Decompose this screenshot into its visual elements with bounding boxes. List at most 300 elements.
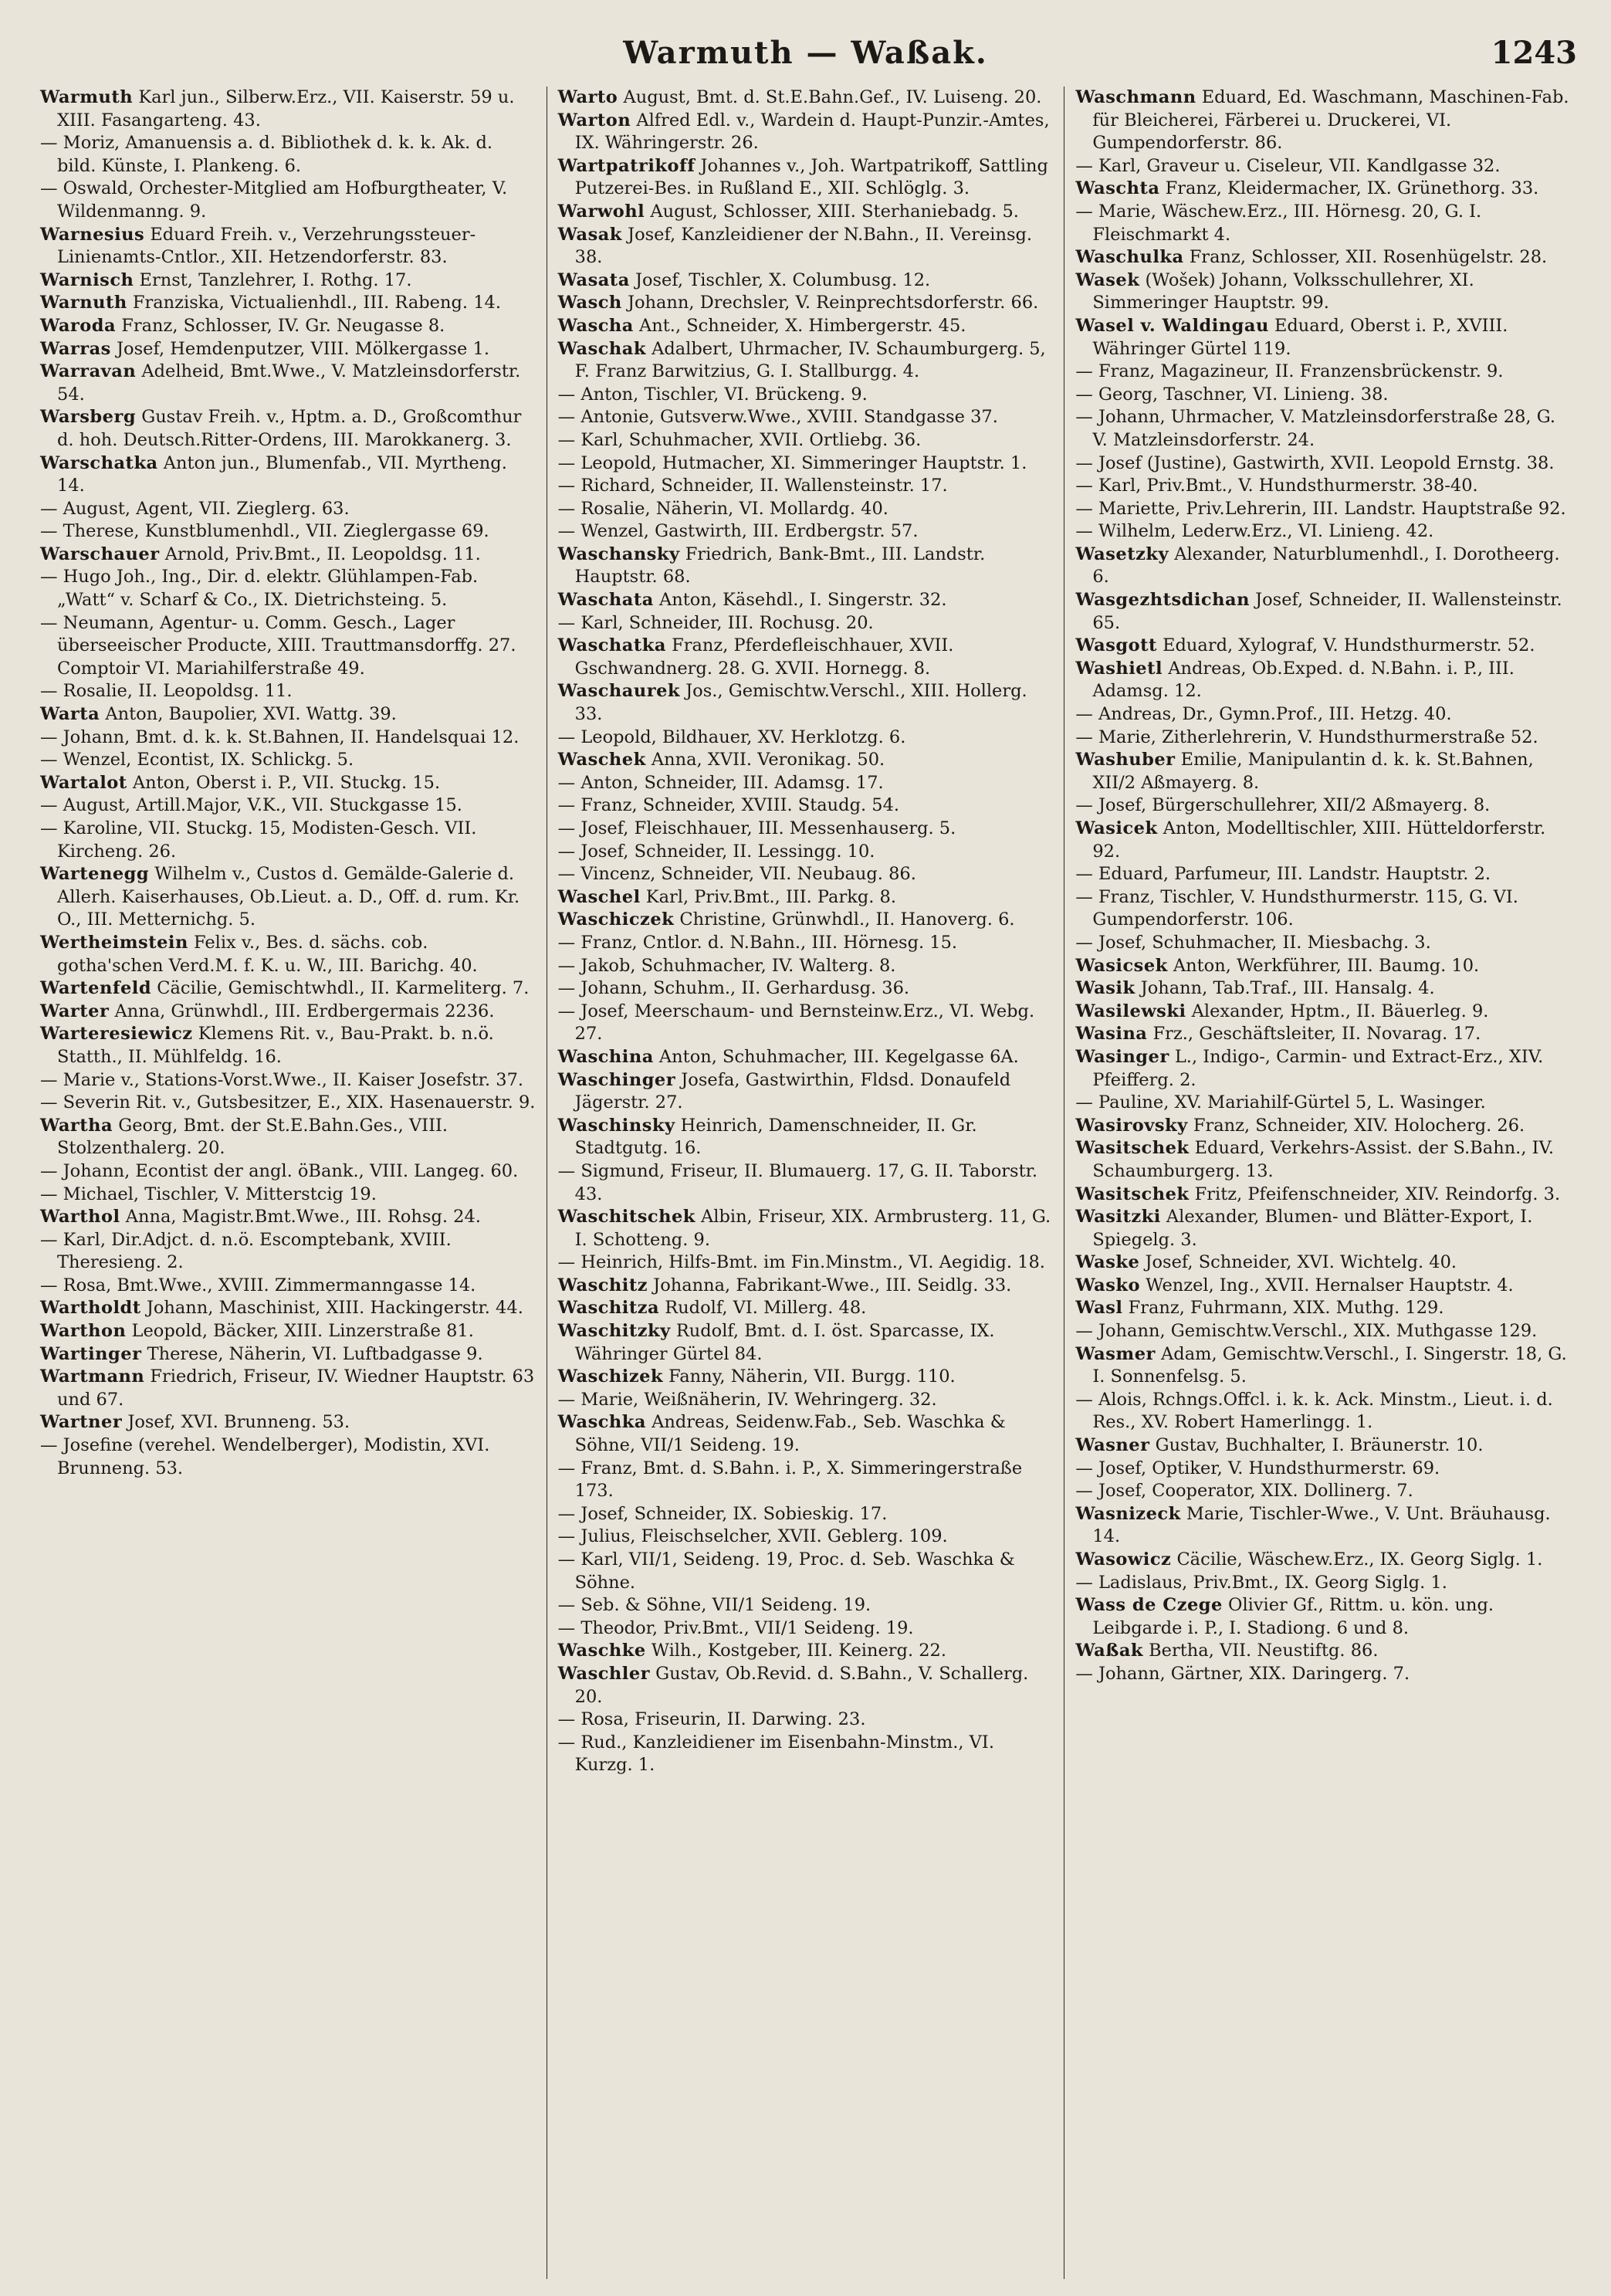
entry-surname: Wartha bbox=[40, 1115, 113, 1136]
directory-entry bbox=[40, 1229, 536, 1275]
entry-text: August, Bmt. d. St.E.Bahn.Gef., IV. Luiseng. 20. bbox=[618, 87, 1042, 107]
directory-entry bbox=[1075, 703, 1571, 726]
entry-surname: Wasch bbox=[557, 293, 622, 313]
directory-entry bbox=[1075, 1458, 1571, 1481]
entry-text: — Leopold, Hutmacher, XI. Simmeringer Hauptstr. 1. bbox=[557, 452, 1027, 473]
entry-surname: Waschansky bbox=[557, 544, 680, 564]
directory-entry bbox=[1075, 1251, 1571, 1275]
entry-text: Alfred Edl. v., Wardein d. Haupt-Punzir.-Amtes, IX. Währingerstr. 26. bbox=[574, 110, 1050, 154]
entry-surname: Warthon bbox=[40, 1321, 127, 1342]
entry-text: Jos., Gemischtw.Verschl., XIII. Hollerg. 33. bbox=[574, 681, 1027, 725]
entry-text: — Josef, Schneider, II. Lessingg. 10. bbox=[557, 841, 875, 862]
entry-surname: Wasel v. Waldingau bbox=[1075, 315, 1269, 336]
directory-entry bbox=[1075, 635, 1571, 658]
entry-text: Ant., Schneider, X. Himbergerstr. 45. bbox=[633, 315, 966, 336]
entry-surname: Warschauer bbox=[40, 544, 160, 564]
directory-entry bbox=[558, 544, 1054, 589]
entry-text: Fanny, Näherin, VII. Burgg. 110. bbox=[663, 1366, 956, 1387]
directory-entry bbox=[1075, 1092, 1571, 1115]
entry-surname: Wasmer bbox=[1075, 1343, 1156, 1364]
directory-entry bbox=[40, 224, 536, 269]
entry-text: Klemens Rit. v., Bau-Prakt. b. n.ö. Statth., II. Mühlfeldg. 16. bbox=[57, 1024, 494, 1067]
column-right bbox=[1064, 86, 1582, 2279]
entry-text: Anton, Modelltischler, XIII. Hütteldorferstr. 92. bbox=[1092, 818, 1546, 862]
entry-text: Josefa, Gastwirthin, Fldsd. Donaufeld Jägerstr. 27. bbox=[574, 1069, 1011, 1113]
directory-entry bbox=[40, 1343, 536, 1366]
entry-surname: Waschaurek bbox=[557, 681, 680, 702]
entry-text: — Karl, Schneider, III. Rochusg. 20. bbox=[557, 612, 874, 633]
entry-text: — Vincenz, Schneider, VII. Neubaug. 86. bbox=[557, 864, 916, 885]
entry-surname: Waschek bbox=[557, 750, 646, 770]
directory-entry bbox=[558, 1663, 1054, 1708]
entry-text: Karl, Priv.Bmt., III. Parkg. 8. bbox=[640, 886, 897, 907]
entry-text: Josef, Schneider, II. Wallensteinstr. 65. bbox=[1092, 590, 1562, 633]
directory-entry bbox=[40, 315, 536, 338]
directory-entry bbox=[558, 863, 1054, 886]
entry-text: Anton, Schuhmacher, III. Kegelgasse 6A. bbox=[653, 1046, 1019, 1067]
entry-surname: Wascha bbox=[557, 315, 634, 336]
directory-entry bbox=[40, 932, 536, 977]
directory-entry bbox=[1075, 932, 1571, 955]
entry-surname: Waschinsky bbox=[557, 1115, 675, 1136]
directory-entry bbox=[40, 749, 536, 772]
directory-entry bbox=[558, 1297, 1054, 1320]
directory-entry bbox=[40, 1001, 536, 1024]
directory-entry bbox=[558, 977, 1054, 1001]
directory-entry bbox=[40, 818, 536, 863]
entry-surname: Wass de Czege bbox=[1075, 1595, 1223, 1616]
directory-entry bbox=[558, 886, 1054, 909]
directory-entry bbox=[1075, 452, 1571, 476]
entry-text: Josef, Hemdenputzer, VIII. Mölkergasse 1. bbox=[110, 338, 489, 359]
entry-text: Anna, Magistr.Bmt.Wwe., III. Rohsg. 24. bbox=[120, 1207, 481, 1228]
entry-surname: Wasgott bbox=[1075, 635, 1157, 656]
directory-entry bbox=[558, 452, 1054, 476]
directory-entry bbox=[1075, 818, 1571, 863]
directory-entry bbox=[558, 1411, 1054, 1457]
directory-entry bbox=[1075, 315, 1571, 361]
entry-text: — August, Agent, VII. Zieglerg. 63. bbox=[40, 498, 350, 519]
entry-surname: Waske bbox=[1075, 1252, 1140, 1273]
directory-entry bbox=[1075, 384, 1571, 407]
directory-entry bbox=[558, 612, 1054, 635]
entry-surname: Wasicek bbox=[1075, 818, 1158, 838]
directory-entry bbox=[558, 1160, 1054, 1206]
directory-entry bbox=[1075, 544, 1571, 589]
entry-text: Marie, Tischler-Wwe., V. Unt. Bräuhausg. 14. bbox=[1092, 1503, 1551, 1547]
entry-text: Anton, Werkführer, III. Baumg. 10. bbox=[1167, 955, 1480, 976]
entry-text: — Antonie, Gutsverw.Wwe., XVIII. Standgasse 37. bbox=[557, 407, 998, 428]
entry-text: — Anton, Tischler, VI. Brückeng. 9. bbox=[557, 384, 868, 405]
directory-entry bbox=[40, 703, 536, 726]
entry-text: August, Schlosser, XIII. Sterhaniebadg. 5. bbox=[645, 201, 1019, 222]
directory-entry bbox=[40, 498, 536, 521]
entry-surname: Wasl bbox=[1075, 1298, 1123, 1319]
directory-entry bbox=[1075, 361, 1571, 384]
entry-text: Anton, Oberst i. P., VII. Stuckg. 15. bbox=[127, 772, 441, 793]
entry-surname: Warta bbox=[40, 704, 100, 725]
entry-text: — Therese, Kunstblumenhdl., VII. Zieglergasse 69. bbox=[40, 521, 489, 542]
directory-entry bbox=[1075, 498, 1571, 521]
entry-surname: Waschmann bbox=[1075, 87, 1196, 107]
entry-surname: Wasowicz bbox=[1075, 1549, 1172, 1570]
entry-text: Wilh., Kostgeber, III. Keinerg. 22. bbox=[645, 1641, 947, 1661]
entry-text: Rudolf, VI. Millerg. 48. bbox=[659, 1298, 867, 1319]
column-middle bbox=[547, 86, 1064, 2279]
directory-entry bbox=[1075, 1023, 1571, 1046]
entry-text: Rudolf, Bmt. d. I. öst. Sparcasse, IX. Währinger Gürtel 84. bbox=[574, 1321, 995, 1364]
entry-surname: Wartmann bbox=[40, 1366, 145, 1387]
entry-text: — Karl, Graveur u. Ciseleur, VII. Kandlgasse 32. bbox=[1075, 155, 1501, 176]
directory-entry bbox=[40, 520, 536, 544]
entry-text: — Marie, Weißnäherin, IV. Wehringerg. 32. bbox=[557, 1389, 937, 1410]
directory-entry bbox=[558, 589, 1054, 612]
directory-entry bbox=[1075, 1184, 1571, 1207]
entry-text: Eduard, Ed. Waschmann, Maschinen-Fab. für Bleicherei, Färberei u. Druckerei, VI. Gumpendorferstr. 86. bbox=[1092, 87, 1569, 154]
entry-surname: Waschke bbox=[557, 1641, 646, 1661]
directory-entry bbox=[558, 1251, 1054, 1275]
entry-text: — Severin Rit. v., Gutsbesitzer, E., XIX. Hasenauerstr. 9. bbox=[40, 1092, 536, 1113]
entry-text: Arnold, Priv.Bmt., II. Leopoldsg. 11. bbox=[159, 544, 481, 564]
entry-text: Frz., Geschäftsleiter, II. Novarag. 17. bbox=[1147, 1024, 1481, 1045]
directory-entry bbox=[1075, 269, 1571, 315]
directory-entry bbox=[558, 475, 1054, 498]
directory-entry bbox=[1075, 178, 1571, 201]
directory-entry bbox=[40, 292, 536, 315]
entry-text: — Rud., Kanzleidiener im Eisenbahn-Minstm., VI. Kurzg. 1. bbox=[557, 1732, 994, 1776]
entry-text: — Karl, Dir.Adjct. d. n.ö. Escomptebank, XVIII. Theresieng. 2. bbox=[40, 1229, 452, 1273]
entry-text: — Oswald, Orchester-Mitglied am Hofburgtheater, V. Wildenmanng. 9. bbox=[40, 178, 508, 222]
entry-surname: Wertheimstein bbox=[40, 932, 188, 953]
entry-text: Christine, Grünwhdl., II. Hanoverg. 6. bbox=[674, 909, 1015, 930]
entry-text: Anton, Käsehdl., I. Singerstr. 32. bbox=[653, 590, 947, 611]
entry-surname: Waschitza bbox=[557, 1298, 660, 1319]
column-left bbox=[29, 86, 547, 2279]
entry-text: — Franz, Tischler, V. Hundsthurmerstr. 115, G. VI. Gumpendorferstr. 106. bbox=[1075, 886, 1518, 930]
directory-entry bbox=[40, 1275, 536, 1298]
entry-surname: Warthol bbox=[40, 1207, 120, 1228]
entry-text: — Marie v., Stations-Vorst.Wwe., II. Kaiser Josefstr. 37. bbox=[40, 1069, 524, 1090]
directory-entry bbox=[40, 1160, 536, 1184]
directory-entry bbox=[1075, 1434, 1571, 1458]
directory-entry bbox=[1075, 1594, 1571, 1640]
entry-surname: Wartenfeld bbox=[40, 978, 152, 999]
entry-surname: Wartalot bbox=[40, 772, 127, 793]
entry-surname: Warter bbox=[40, 1001, 110, 1021]
directory-entry bbox=[40, 1092, 536, 1115]
directory-entry bbox=[558, 1320, 1054, 1366]
directory-entry bbox=[1075, 1343, 1571, 1389]
entry-text: — Josef, Fleischhauer, III. Messenhauserg. 5. bbox=[557, 818, 956, 838]
entry-surname: Wasinger bbox=[1075, 1046, 1169, 1067]
directory-entry bbox=[558, 726, 1054, 750]
entry-text: Gustav, Ob.Revid. d. S.Bahn., V. Schallerg. 20. bbox=[574, 1663, 1029, 1707]
directory-entry bbox=[558, 749, 1054, 772]
entry-surname: Warnesius bbox=[40, 224, 145, 245]
entry-surname: Warteresiewicz bbox=[40, 1024, 193, 1045]
entry-text: — Seb. & Söhne, VII/1 Seideng. 19. bbox=[557, 1595, 871, 1616]
directory-entry bbox=[1075, 1640, 1571, 1663]
entry-surname: Wartenegg bbox=[40, 864, 150, 885]
entry-text: Franziska, Victualienhdl., III. Rabeng. 14. bbox=[127, 293, 501, 313]
entry-text: Wilhelm v., Custos d. Gemälde-Galerie d. Allerh. Kaiserhauses, Ob.Lieut. a. D., Off. d. rum. Kr. O., III. Metternichg. 5. bbox=[57, 864, 520, 930]
directory-entry bbox=[558, 1115, 1054, 1160]
entry-text: — Rosa, Bmt.Wwe., XVIII. Zimmermanngasse 14. bbox=[40, 1275, 476, 1295]
entry-text: Karl jun., Silberw.Erz., VII. Kaiserstr. 59 u. XIII. Fasangarteng. 43. bbox=[57, 87, 515, 130]
directory-entry bbox=[1075, 977, 1571, 1001]
directory-entry bbox=[1075, 1389, 1571, 1434]
directory-entry bbox=[1075, 1137, 1571, 1183]
directory-entry bbox=[40, 452, 536, 498]
directory-entry bbox=[558, 635, 1054, 680]
entry-text: Cäcilie, Wäschew.Erz., IX. Georg Siglg. 1. bbox=[1171, 1549, 1543, 1570]
directory-entry bbox=[558, 201, 1054, 224]
directory-entry bbox=[40, 338, 536, 361]
entry-surname: Warwohl bbox=[557, 201, 645, 222]
entry-text: Adam, Gemischtw.Verschl., I. Singerstr. 18, G. I. Sonnenfelsg. 5. bbox=[1092, 1343, 1567, 1387]
entry-text: Adelheid, Bmt.Wwe., V. Matzleinsdorferstr. 54. bbox=[57, 361, 521, 405]
entry-surname: Wartinger bbox=[40, 1343, 142, 1364]
entry-surname: Wasitzki bbox=[1075, 1207, 1161, 1228]
entry-text: Franz, Schlosser, XII. Rosenhügelstr. 28. bbox=[1183, 247, 1548, 268]
directory-entry bbox=[1075, 1115, 1571, 1138]
entry-text: — Anton, Schneider, III. Adamsg. 17. bbox=[557, 772, 884, 793]
entry-surname: Wasik bbox=[1075, 978, 1135, 999]
entry-text: Johanna, Fabrikant-Wwe., III. Seidlg. 33. bbox=[648, 1275, 1012, 1295]
entry-text: Johann, Drechsler, V. Reinprechtsdorferstr. 66. bbox=[621, 293, 1039, 313]
entry-surname: Wasirovsky bbox=[1075, 1115, 1188, 1136]
directory-entry bbox=[40, 863, 536, 932]
entry-text: Andreas, Ob.Exped. d. N.Bahn. i. P., III. Adamsg. 12. bbox=[1092, 658, 1515, 702]
directory-entry bbox=[1075, 1206, 1571, 1251]
entry-text: Anton jun., Blumenfab., VII. Myrtheng. 14. bbox=[57, 452, 507, 496]
entry-text: — Johann, Gemischtw.Verschl., XIX. Muthgasse 129. bbox=[1075, 1321, 1538, 1342]
directory-entry bbox=[40, 1069, 536, 1092]
directory-entry bbox=[1075, 955, 1571, 978]
directory-entry bbox=[1075, 726, 1571, 750]
entry-text: — Josef, Schuhmacher, II. Miesbachg. 3. bbox=[1075, 932, 1431, 953]
entry-text: — Richard, Schneider, II. Wallensteinstr. 17. bbox=[557, 476, 948, 496]
columns bbox=[29, 86, 1582, 2279]
entry-surname: Waschel bbox=[557, 886, 641, 907]
entry-surname: Waschka bbox=[557, 1412, 646, 1433]
entry-surname: Waschulka bbox=[1075, 247, 1184, 268]
entry-text: — Wenzel, Gastwirth, III. Erdbergstr. 57. bbox=[557, 521, 919, 542]
entry-text: Franz, Schlosser, IV. Gr. Neugasse 8. bbox=[116, 315, 445, 336]
entry-text: — Josef (Justine), Gastwirth, XVII. Leopold Ernstg. 38. bbox=[1075, 452, 1555, 473]
entry-text: Bertha, VII. Neustiftg. 86. bbox=[1143, 1641, 1379, 1661]
directory-entry bbox=[558, 110, 1054, 155]
entry-surname: Wasicsek bbox=[1075, 955, 1168, 976]
directory-entry bbox=[558, 909, 1054, 932]
entry-surname: Wasilewski bbox=[1075, 1001, 1186, 1021]
directory-entry bbox=[40, 269, 536, 293]
entry-text: — Karl, VII/1, Seideng. 19, Proc. d. Seb. Waschka & Söhne. bbox=[557, 1549, 1015, 1593]
directory-entry bbox=[1075, 1275, 1571, 1298]
entry-surname: Wartpatrikoff bbox=[557, 155, 696, 176]
directory-entry bbox=[558, 841, 1054, 864]
entry-text: — Josef, Optiker, V. Hundsthurmerstr. 69. bbox=[1075, 1458, 1440, 1478]
entry-surname: Warnuth bbox=[40, 293, 127, 313]
entry-surname: Wasek bbox=[1075, 269, 1140, 290]
entry-surname: Waschak bbox=[557, 338, 646, 359]
entry-surname: Wasitschek bbox=[1075, 1138, 1190, 1159]
directory-entry bbox=[1075, 1001, 1571, 1024]
entry-text: Anna, Grünwhdl., III. Erdbergermais 2236. bbox=[109, 1001, 495, 1021]
entry-surname: Wasnizeck bbox=[1075, 1503, 1181, 1524]
directory-entry bbox=[558, 1275, 1054, 1298]
directory-entry bbox=[1075, 1046, 1571, 1092]
entry-text: — Josefine (verehel. Wendelberger), Modistin, XVI. Brunneng. 53. bbox=[40, 1435, 490, 1478]
entry-text: Anna, XVII. Veronikag. 50. bbox=[645, 750, 885, 770]
entry-surname: Waschitzky bbox=[557, 1321, 671, 1342]
entry-text: Gustav, Buchhalter, I. Bräunerstr. 10. bbox=[1149, 1435, 1484, 1456]
entry-surname: Waschatka bbox=[557, 635, 666, 656]
directory-entry bbox=[40, 86, 536, 132]
entry-surname: Warsberg bbox=[40, 407, 137, 428]
entry-text: Ernst, Tanzlehrer, I. Rothg. 17. bbox=[134, 269, 412, 290]
entry-text: Olivier Gf., Rittm. u. kön. ung. Leibgarde i. P., I. Stadiong. 6 und 8. bbox=[1092, 1595, 1494, 1638]
directory-entry bbox=[40, 726, 536, 750]
entry-text: — Franz, Schneider, XVIII. Staudg. 54. bbox=[557, 795, 900, 816]
directory-entry bbox=[558, 1001, 1054, 1046]
directory-entry bbox=[558, 155, 1054, 201]
entry-surname: Wasitschek bbox=[1075, 1184, 1190, 1204]
directory-entry bbox=[1075, 1503, 1571, 1549]
directory-entry bbox=[558, 1069, 1054, 1115]
entry-surname: Waschler bbox=[557, 1663, 651, 1684]
entry-text: — Sigmund, Friseur, II. Blumauerg. 17, G. II. Taborstr. 43. bbox=[557, 1160, 1038, 1204]
entry-text: Johannes v., Joh. Wartpatrikoff, Sattling Putzerei-Bes. in Rußland E., XII. Schlöglg. 3. bbox=[574, 155, 1048, 199]
entry-text: Eduard, Verkehrs-Assist. der S.Bahn., IV. Schaumburgerg. 13. bbox=[1092, 1138, 1554, 1181]
directory-entry bbox=[1075, 863, 1571, 886]
entry-text: — Mariette, Priv.Lehrerin, III. Landstr. Hauptstraße 92. bbox=[1075, 498, 1566, 519]
entry-text: Franz, Pferdefleischhauer, XVII. Gschwandnerg. 28. G. XVII. Hornegg. 8. bbox=[574, 635, 954, 679]
entry-text: Johann, Maschinist, XIII. Hackingerstr. 44. bbox=[140, 1298, 523, 1319]
directory-entry bbox=[1075, 1572, 1571, 1595]
directory-entry bbox=[558, 384, 1054, 407]
directory-entry bbox=[558, 406, 1054, 429]
directory-entry bbox=[40, 132, 536, 178]
directory-entry bbox=[40, 772, 536, 795]
directory-entry bbox=[40, 1184, 536, 1207]
directory-entry bbox=[40, 1411, 536, 1434]
entry-text: — Johann, Gärtner, XIX. Daringerg. 7. bbox=[1075, 1663, 1410, 1684]
directory-entry bbox=[558, 1366, 1054, 1389]
directory-entry bbox=[558, 794, 1054, 818]
entry-surname: Warnisch bbox=[40, 269, 134, 290]
directory-entry bbox=[1075, 201, 1571, 246]
directory-entry bbox=[40, 1366, 536, 1411]
directory-entry bbox=[1075, 1320, 1571, 1343]
entry-text: — Josef, Schneider, IX. Sobieskig. 17. bbox=[557, 1503, 888, 1524]
entry-text: — Karl, Priv.Bmt., V. Hundsthurmerstr. 38-40. bbox=[1075, 476, 1478, 496]
directory-entry bbox=[1075, 155, 1571, 178]
entry-text: Friedrich, Friseur, IV. Wiedner Hauptstr. 63 und 67. bbox=[57, 1366, 535, 1410]
entry-text: — Pauline, XV. Mariahilf-Gürtel 5, L. Wasinger. bbox=[1075, 1092, 1486, 1113]
entry-text: — Franz, Bmt. d. S.Bahn. i. P., X. Simmeringerstraße 173. bbox=[557, 1458, 1023, 1502]
directory-entry bbox=[40, 680, 536, 703]
entry-text: — Alois, Rchngs.Offcl. i. k. k. Ack. Minstm., Lieut. i. d. Res., XV. Robert Hamerlingg. 1. bbox=[1075, 1389, 1553, 1433]
directory-entry bbox=[558, 1206, 1054, 1251]
directory-entry bbox=[40, 178, 536, 223]
directory-entry bbox=[558, 292, 1054, 315]
entry-text: — Georg, Taschner, VI. Linieng. 38. bbox=[1075, 384, 1389, 405]
entry-text: — Karoline, VII. Stuckg. 15, Modisten-Gesch. VII. Kircheng. 26. bbox=[40, 818, 477, 862]
entry-surname: Warras bbox=[40, 338, 111, 359]
entry-text: Franz, Fuhrmann, XIX. Muthg. 129. bbox=[1122, 1298, 1444, 1319]
directory-entry bbox=[40, 566, 536, 611]
entry-text: Felix v., Bes. d. sächs. cob. gotha'schen Verd.M. f. K. u. W., III. Barichg. 40. bbox=[57, 932, 478, 976]
directory-entry bbox=[1075, 406, 1571, 452]
entry-text: Alexander, Blumen- und Blätter-Export, I. Spiegelg. 3. bbox=[1092, 1207, 1533, 1250]
entry-text: Wenzel, Ing., XVII. Hernalser Hauptstr. 4. bbox=[1140, 1275, 1514, 1295]
entry-surname: Warravan bbox=[40, 361, 137, 382]
directory-entry bbox=[558, 1046, 1054, 1069]
entry-text: Emilie, Manipulantin d. k. k. St.Bahnen, XII/2 Aßmayerg. 8. bbox=[1092, 750, 1534, 793]
entry-surname: Wartholdt bbox=[40, 1298, 141, 1319]
entry-text: — Andreas, Dr., Gymn.Prof., III. Hetzg. 40. bbox=[1075, 704, 1452, 725]
entry-text: — Rosa, Friseurin, II. Darwing. 23. bbox=[557, 1709, 866, 1730]
entry-surname: Waschiczek bbox=[557, 909, 675, 930]
entry-text: (Wošek) Johann, Volksschullehrer, XI. Simmeringer Hauptstr. 99. bbox=[1092, 269, 1474, 313]
running-title: Warmuth — Waßak. bbox=[623, 35, 988, 71]
entry-text: Franz, Schneider, XIV. Holocherg. 26. bbox=[1187, 1115, 1525, 1136]
entry-text: — Franz, Magazineur, II. Franzensbrückenstr. 9. bbox=[1075, 361, 1504, 382]
directory-entry bbox=[558, 224, 1054, 269]
entry-text: — Jakob, Schuhmacher, IV. Walterg. 8. bbox=[557, 955, 896, 976]
directory-entry bbox=[558, 1732, 1054, 1777]
entry-surname: Wasner bbox=[1075, 1435, 1150, 1456]
directory-entry bbox=[40, 977, 536, 1001]
directory-entry bbox=[1075, 1297, 1571, 1320]
entry-surname: Waschata bbox=[557, 590, 654, 611]
directory-entry bbox=[1075, 1663, 1571, 1686]
directory-entry bbox=[40, 406, 536, 452]
entry-text: Therese, Näherin, VI. Luftbadgasse 9. bbox=[141, 1343, 483, 1364]
entry-surname: Waßak bbox=[1075, 1641, 1143, 1661]
entry-text: — Leopold, Bildhauer, XV. Herklotzg. 6. bbox=[557, 726, 906, 747]
directory-entry bbox=[1075, 589, 1571, 635]
entry-text: Fritz, Pfeifenschneider, XIV. Reindorfg. 3. bbox=[1189, 1184, 1561, 1204]
entry-surname: Waschinger bbox=[557, 1069, 676, 1090]
entry-surname: Wasak bbox=[557, 224, 622, 245]
directory-entry bbox=[40, 1115, 536, 1160]
directory-entry bbox=[558, 498, 1054, 521]
directory-entry bbox=[40, 361, 536, 406]
entry-surname: Warschatka bbox=[40, 452, 158, 473]
directory-entry bbox=[558, 1640, 1054, 1663]
directory-entry bbox=[558, 1617, 1054, 1641]
page-number: 1243 bbox=[1491, 35, 1577, 71]
entry-surname: Wasgezhtsdichan bbox=[1075, 590, 1250, 611]
directory-entry bbox=[558, 1526, 1054, 1549]
directory-entry bbox=[40, 544, 536, 567]
entry-text: — Rosalie, Näherin, VI. Mollardg. 40. bbox=[557, 498, 888, 519]
entry-text: L., Indigo-, Carmin- und Extract-Erz., XIV. Pfeifferg. 2. bbox=[1092, 1046, 1544, 1090]
directory-entry bbox=[1075, 749, 1571, 794]
directory-entry bbox=[1075, 246, 1571, 269]
directory-entry bbox=[1075, 86, 1571, 155]
entry-surname: Washietl bbox=[1075, 658, 1163, 679]
directory-entry bbox=[1075, 520, 1571, 544]
entry-text: — Franz, Cntlor. d. N.Bahn., III. Hörnesg. 15. bbox=[557, 932, 958, 953]
entry-text: Friedrich, Bank-Bmt., III. Landstr. Hauptstr. 68. bbox=[574, 544, 986, 588]
entry-surname: Waschizek bbox=[557, 1366, 664, 1387]
directory-entry bbox=[558, 772, 1054, 795]
directory-entry bbox=[558, 680, 1054, 726]
directory-entry bbox=[1075, 1480, 1571, 1503]
